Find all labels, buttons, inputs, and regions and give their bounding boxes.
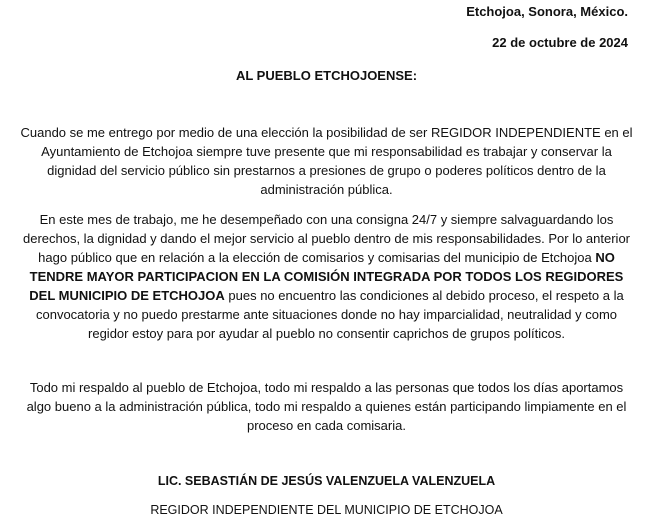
letter-salutation: AL PUEBLO ETCHOJOENSE: [235, 68, 418, 83]
paragraph-1: Cuando se me entrego por medio de una elección la posibilidad de ser REGIDOR INDEPENDIENTE en el Ayuntamiento de Etchojoa siempre tuve presente que mi responsabilidad es trabajar y conservar la dignidad del servicio público sin prestarnos a presiones de grupo o poderes políticos dentro de la administración pública. [20, 125, 633, 197]
paragraph-2 [20, 210, 633, 343]
paragraph-2-emphasis: NO TENDRE MAYOR PARTICIPACION EN LA COMISIÓN INTEGRADA POR TODOS LOS REGIDORES DEL MUNICIPIO DE ETCHOJOA [29, 250, 624, 303]
signer-title: REGIDOR INDEPENDIENTE DEL MUNICIPIO DE ETCHOJOA [150, 503, 503, 517]
letter-place: Etchojoa, Sonora, México. [466, 4, 628, 19]
paragraph-2-rest: pues no encuentro las condiciones al debido proceso, el respeto a la convocatoria y no puedo prestarme ante situaciones donde no hay imparcialidad, neutralidad y como regidor estoy para por ayudar al pueblo no consentir caprichos de grupos políticos. [35, 288, 624, 341]
signer-name: LIC. SEBASTIÁN DE JESÚS VALENZUELA VALENZUELA [157, 474, 496, 488]
paragraph-3: Todo mi respaldo al pueblo de Etchojoa, todo mi respaldo a las personas que todos los días aportamos algo bueno a la administración pública, todo mi respaldo a quienes están participando limpiamente en el proceso en cada comisaria. [26, 380, 627, 433]
letter-date: 22 de octubre de 2024 [492, 35, 628, 50]
paragraph-2-intro: En este mes de trabajo, me he desempeñado con una consigna 24/7 y siempre salvaguardando los derechos, la dignidad y dando el mejor servicio al pueblo dentro de mis responsabilidades. Por lo anterior hago público que en relación a la elección de comisarios y comisarias del municipio de Etchojoa [22, 212, 631, 265]
